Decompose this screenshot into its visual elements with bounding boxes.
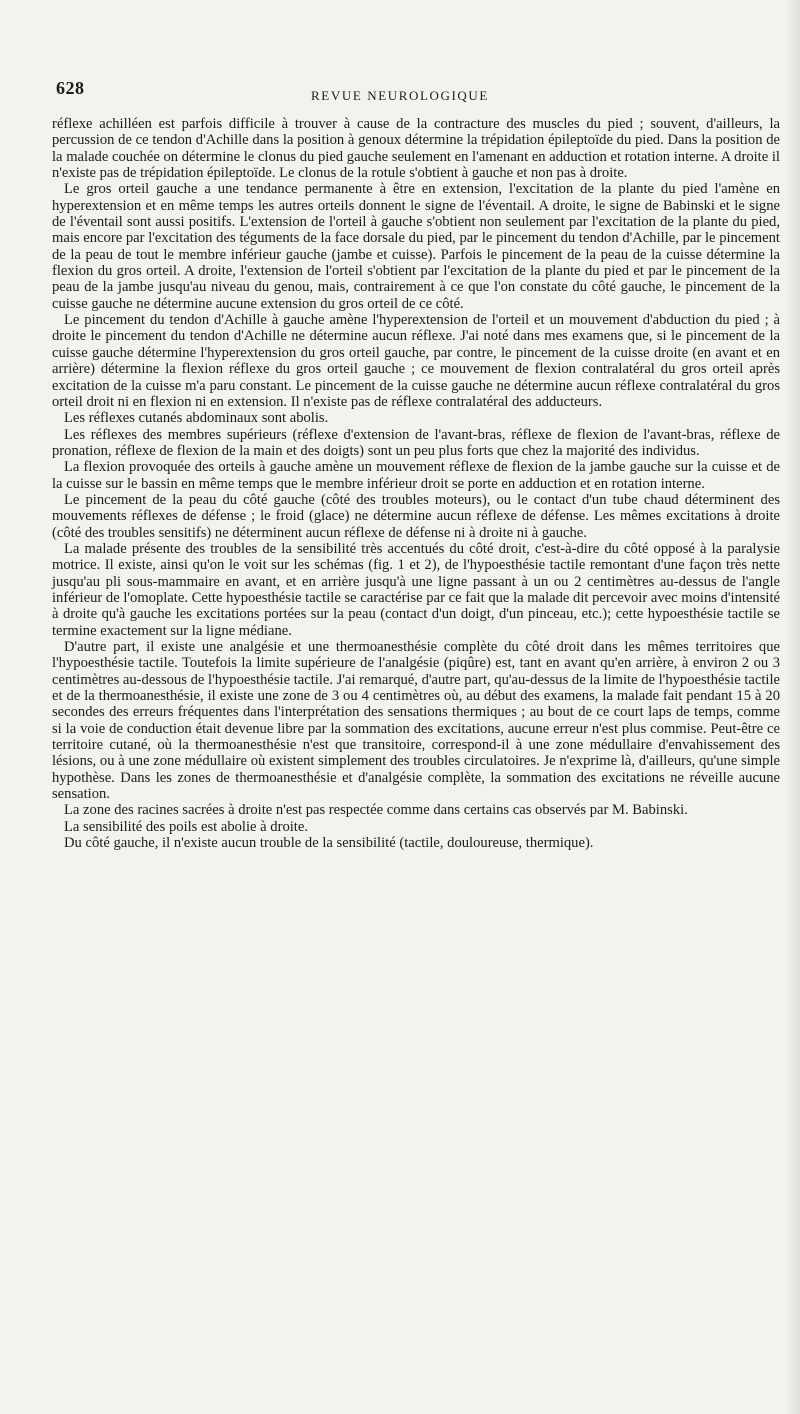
running-head-title: REVUE NEUROLOGIQUE bbox=[311, 88, 489, 103]
page-edge-shadow bbox=[786, 0, 800, 1414]
paragraph-toe-flexion: La flexion provoquée des orteils à gauche amène un mouvement réflexe de flexion de la jambe gauche sur la cuisse et de la cuisse sur le bassin en même temps que le membre inférieur droit se porte en adduction et en rotation interne. bbox=[52, 459, 780, 492]
paragraph-defense-reflexes: Le pincement de la peau du côté gauche (côté des troubles moteurs), ou le contact d'un tube chaud déterminent des mouvements réflexes de défense ; le froid (glace) ne détermine aucun réflexe de défense. Les mêmes excitations à droite (côté des troubles sensitifs) ne déterminent aucun réflexe de défense ni à droite ni à gauche. bbox=[52, 491, 780, 541]
paragraph-sensory-disorders: La malade présente des troubles de la sensibilité très accentués du côté droit, c'est-à-dire du côté opposé à la paralysie motrice. Il existe, ainsi qu'on le voit sur les schémas (fig. 1 et 2), de l'hypoesthésie tactile remontant d'une façon très nette jusqu'au pli sous-mammaire en avant, et en arrière jusqu'à une ligne passant à un ou 2 centimètres au-dessus de l'angle inférieur de l'omoplate. Cette hypoesthésie tactile se caractérise par ce fait que la malade dit percevoir avec moins d'intensité à droite qu'à gauche les excitations portées sur la peau (contact d'un doigt, d'un pinceau, etc.); cette hypoesthésie tactile se termine exactement sur la ligne médiane. bbox=[52, 540, 780, 639]
paragraph-sacral-roots: La zone des racines sacrées à droite n'est pas respectée comme dans certains cas observés par M. Babinski. bbox=[64, 802, 688, 819]
page-number: 628 bbox=[56, 78, 85, 98]
paragraph-abdominal-reflexes: Les réflexes cutanés abdominaux sont abolis. bbox=[64, 410, 329, 427]
paragraph-achilles-pinch: Le pincement du tendon d'Achille à gauche amène l'hyperextension de l'orteil et un mouvement d'abduction du pied ; à droite le pincement du tendon d'Achille ne détermine aucun réflexe. J'ai noté dans mes examens que, si le pincement de la cuisse gauche détermine l'hyperextension du gros orteil gauche, par contre, le pincement de la cuisse droite (en avant et en arrière) détermine la flexion réflexe du gros orteil gauche ; ce mouvement de flexion contralatéral du gros orteil après excitation de la cuisse m'a paru constant. Le pincement de la cuisse gauche ne détermine aucun réflexe contralatéral du gros orteil droit ni en flexion ni en extension. Il n'existe pas de réflexe contralatéral des adducteurs. bbox=[52, 312, 780, 410]
paragraph-hair-sensitivity: La sensibilité des poils est abolie à droite. bbox=[64, 818, 308, 835]
paragraph-big-toe-extension: Le gros orteil gauche a une tendance permanente à être en extension, l'excitation de la plante du pied l'amène en hyperextension et en même temps les autres orteils donnent le signe de l'éventail. A droite, le signe de Babinski et le signe de l'éventail sont aussi positifs. L'extension de l'orteil à gauche s'obtient non seulement par l'excitation de la plante du pied, mais encore par l'excitation des téguments de la face dorsale du pied, par le pincement du tendon d'Achille, par le pincement de la peau de tout le membre inférieur gauche (jambe et cuisse). Parfois le pincement de la peau de la cuisse détermine la flexion du gros orteil. A droite, l'extension de l'orteil s'obtient par l'excitation de la plante du pied et par le pincement de la peau de la jambe jusqu'au niveau du genou, mais, contrairement à ce que l'on constate du côté gauche, le pincement de la cuisse gauche ne détermine aucune extension du gros orteil de ce côté. bbox=[52, 181, 780, 312]
article-body bbox=[52, 116, 780, 851]
paragraph-achilles-reflex: réflexe achilléen est parfois difficile à trouver à cause de la contracture des muscles du pied ; souvent, d'ailleurs, la percussion de ce tendon d'Achille dans la position à genoux détermine la trépidation épileptoïde du pied. Dans la position de la malade couchée on détermine le clonus du pied gauche seulement en l'amenant en adduction et rotation interne. A droite il n'existe pas de trépidation épileptoïde. Le clonus de la rotule s'obtient à gauche et non pas à droite. bbox=[52, 116, 780, 182]
paragraph-left-side: Du côté gauche, il n'existe aucun trouble de la sensibilité (tactile, douloureuse, thermique). bbox=[64, 835, 594, 852]
paragraph-analgesia: D'autre part, il existe une analgésie et une thermoanesthésie complète du côté droit dans les mêmes territoires que l'hypoesthésie tactile. Toutefois la limite supérieure de l'analgésie (piqûre) est, tant en avant qu'en arrière, à environ 2 ou 3 centimètres au-dessous de l'hypoesthésie tactile. J'ai remarqué, d'autre part, qu'au-dessus de la limite de l'hypoesthésie tactile et de la thermoanesthésie, il existe une zone de 3 ou 4 centimètres où, au début des examens, la malade fait pendant 15 à 20 secondes des erreurs fréquentes dans l'interprétation des sensations thermiques ; au bout de ce court laps de temps, comme si la voie de conduction était devenue libre par la sommation des excitations, aucune erreur n'est plus commise. Peut-être ce territoire cutané, où la thermoanesthésie n'est que transitoire, correspond-il à une zone médullaire d'envahissement des lésions, ou à une zone médullaire où existent simplement des troubles circulatoires. Je n'exprime là, d'ailleurs, qu'une simple hypothèse. Dans les zones de thermoanesthésie et d'analgésie complète, la sommation des excitations ne réveille aucune sensation. bbox=[52, 639, 780, 803]
paragraph-upper-limb-reflexes: Les réflexes des membres supérieurs (réflexe d'extension de l'avant-bras, réflexe de flexion de l'avant-bras, réflexe de pronation, réflexe de flexion de la main et des doigts) sont un peu plus forts que chez la majorité des individus. bbox=[52, 426, 780, 459]
